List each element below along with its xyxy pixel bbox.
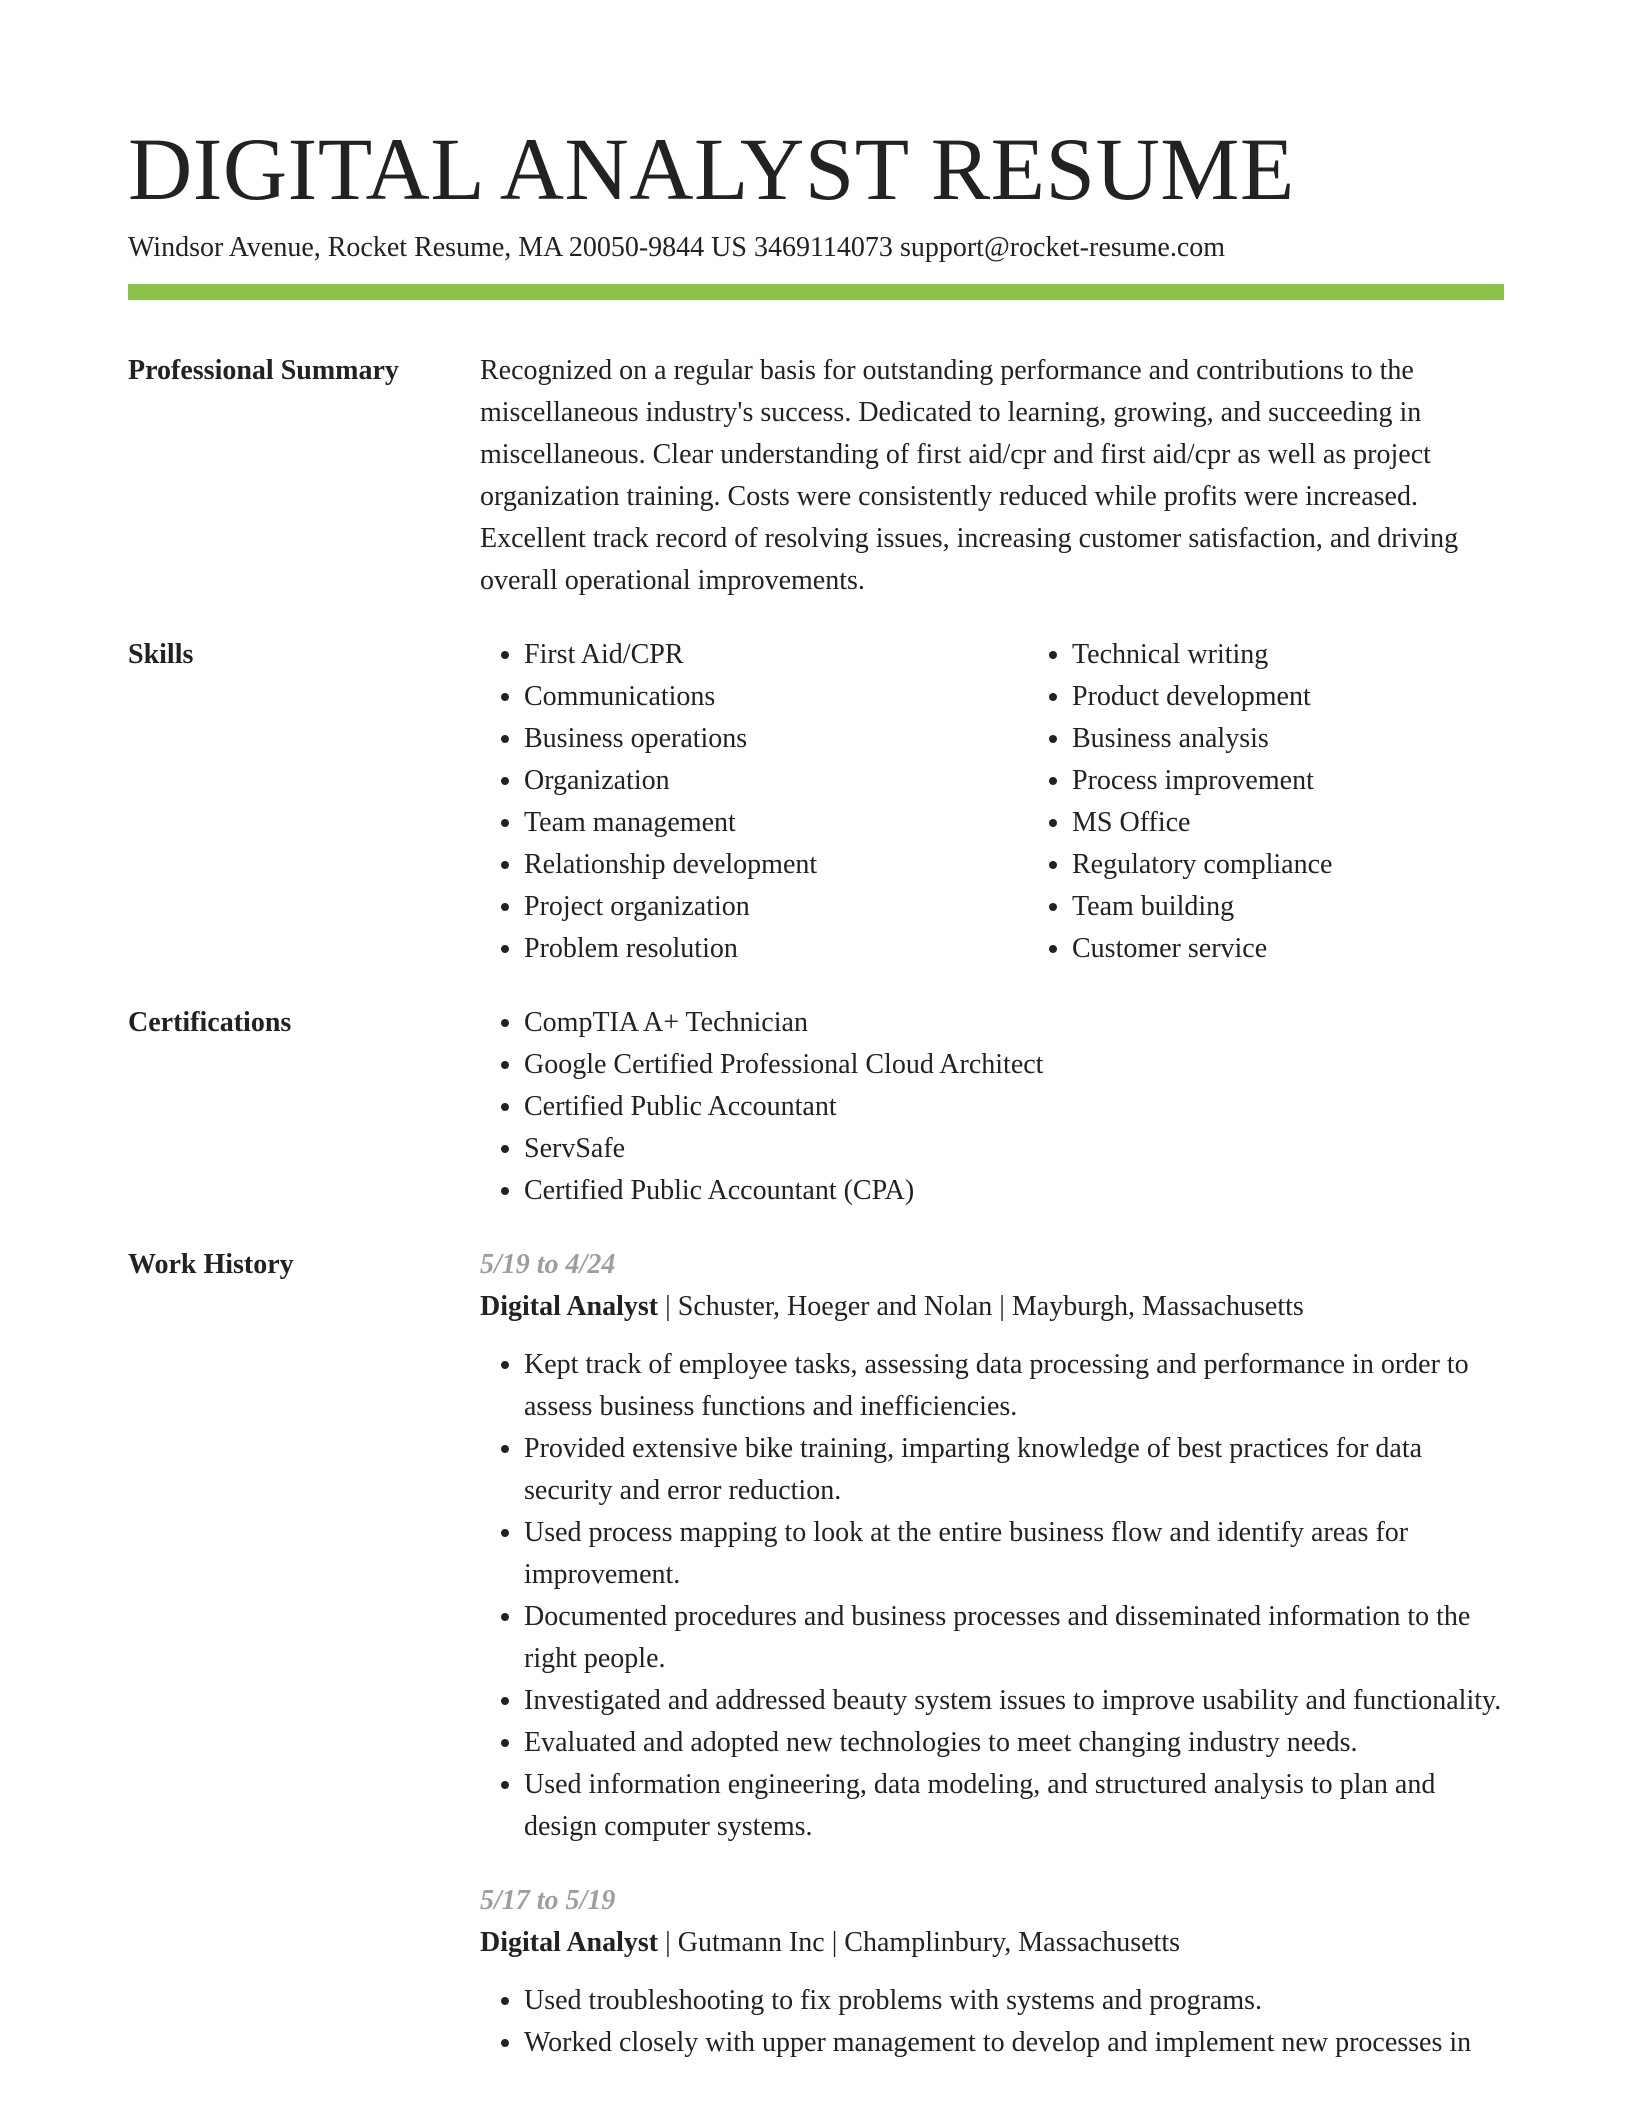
certification-item: • Google Certified Professional Cloud Architect bbox=[524, 1044, 1504, 1086]
skill-item: • Relationship development bbox=[524, 844, 984, 886]
contact-phone: 3469114073 bbox=[753, 232, 893, 263]
skill-item: • Project organization bbox=[524, 886, 984, 928]
skill-item: • Customer service bbox=[1072, 928, 1532, 970]
skill-item: • Business analysis bbox=[1072, 718, 1532, 760]
job-bullet: • Evaluated and adopted new technologies to meet changing industry needs. bbox=[524, 1722, 1504, 1764]
skills-list-right bbox=[1028, 634, 1532, 970]
job-details: | Schuster, Hoeger and Nolan | Mayburgh, Massachusetts bbox=[658, 1291, 1304, 1322]
work-history-section bbox=[128, 1244, 1504, 2064]
certification-item: • CompTIA A+ Technician bbox=[524, 1002, 1504, 1044]
job-bullet: • Provided extensive bike training, imparting knowledge of best practices for data security and error reduction. bbox=[524, 1428, 1504, 1512]
work-history-heading: Work History bbox=[128, 1249, 294, 1280]
summary-section bbox=[128, 350, 1504, 602]
header-divider bbox=[128, 284, 1504, 300]
skill-item: • Regulatory compliance bbox=[1072, 844, 1532, 886]
certifications-section bbox=[128, 1002, 1504, 1212]
skill-item: • Problem resolution bbox=[524, 928, 984, 970]
job-bullet: • Worked closely with upper management to develop and implement new processes in bbox=[524, 2022, 1504, 2064]
job-bullet: • Documented procedures and business processes and disseminated information to the right people. bbox=[524, 1596, 1504, 1680]
job-header bbox=[480, 1286, 1504, 1328]
skills-columns bbox=[480, 634, 1532, 970]
skill-item: • Team management bbox=[524, 802, 984, 844]
job-bullet: • Used troubleshooting to fix problems with systems and programs. bbox=[524, 1980, 1504, 2022]
summary-text: Recognized on a regular basis for outstanding performance and contributions to the miscellaneous industry's success. Dedicated to learning, growing, and succeeding in miscellaneous. Clear understanding of first aid/cpr and first aid/cpr as well as project organization training. Costs were consistently reduced while profits were increased. Excellent track record of resolving issues, increasing customer satisfaction, and driving overall operational improvements. bbox=[480, 355, 1459, 596]
skill-item: • Communications bbox=[524, 676, 984, 718]
job-bullet: • Investigated and addressed beauty system issues to improve usability and functionality. bbox=[524, 1680, 1504, 1722]
summary-heading: Professional Summary bbox=[128, 355, 399, 386]
skills-section bbox=[128, 634, 1504, 970]
job-header bbox=[480, 1922, 1504, 1964]
job-bullet: • Kept track of employee tasks, assessing data processing and performance in order to assess business functions and inefficiencies. bbox=[524, 1344, 1504, 1428]
job-bullets bbox=[480, 1980, 1504, 2064]
certifications-body bbox=[480, 1002, 1504, 1212]
certification-item: • Certified Public Accountant bbox=[524, 1086, 1504, 1128]
contact-email: support@rocket-resume.com bbox=[899, 232, 1226, 263]
job-entry bbox=[480, 1880, 1504, 2064]
skill-item: • Team building bbox=[1072, 886, 1532, 928]
job-dates: 5/19 to 4/24 bbox=[480, 1249, 616, 1280]
certification-item: • ServSafe bbox=[524, 1128, 1504, 1170]
contact-address: Windsor Avenue, Rocket Resume, MA 20050-9844 US bbox=[128, 232, 747, 263]
skill-item: • First Aid/CPR bbox=[524, 634, 984, 676]
resume-title: DIGITAL ANALYST RESUME bbox=[128, 121, 1295, 219]
job-bullet: • Used information engineering, data modeling, and structured analysis to plan and design computer systems. bbox=[524, 1764, 1504, 1848]
job-title: Digital Analyst bbox=[480, 1291, 659, 1322]
skill-item: • Technical writing bbox=[1072, 634, 1532, 676]
job-dates: 5/17 to 5/19 bbox=[480, 1885, 616, 1916]
job-entry bbox=[480, 1244, 1504, 1848]
skill-item: • MS Office bbox=[1072, 802, 1532, 844]
work-history-body bbox=[480, 1244, 1504, 2064]
job-bullet: • Used process mapping to look at the entire business flow and identify areas for improvement. bbox=[524, 1512, 1504, 1596]
job-details: | Gutmann Inc | Champlinbury, Massachusetts bbox=[658, 1927, 1181, 1958]
certification-item: • Certified Public Accountant (CPA) bbox=[524, 1170, 1504, 1212]
skills-list-left bbox=[480, 634, 984, 970]
job-bullets bbox=[480, 1344, 1504, 1848]
skills-heading: Skills bbox=[128, 639, 194, 670]
skill-item: • Organization bbox=[524, 760, 984, 802]
contact-line bbox=[128, 230, 1504, 266]
skill-item: • Product development bbox=[1072, 676, 1532, 718]
certifications-heading: Certifications bbox=[128, 1007, 292, 1038]
certifications-list bbox=[480, 1002, 1504, 1212]
skill-item: • Business operations bbox=[524, 718, 984, 760]
skill-item: • Process improvement bbox=[1072, 760, 1532, 802]
job-title: Digital Analyst bbox=[480, 1927, 659, 1958]
